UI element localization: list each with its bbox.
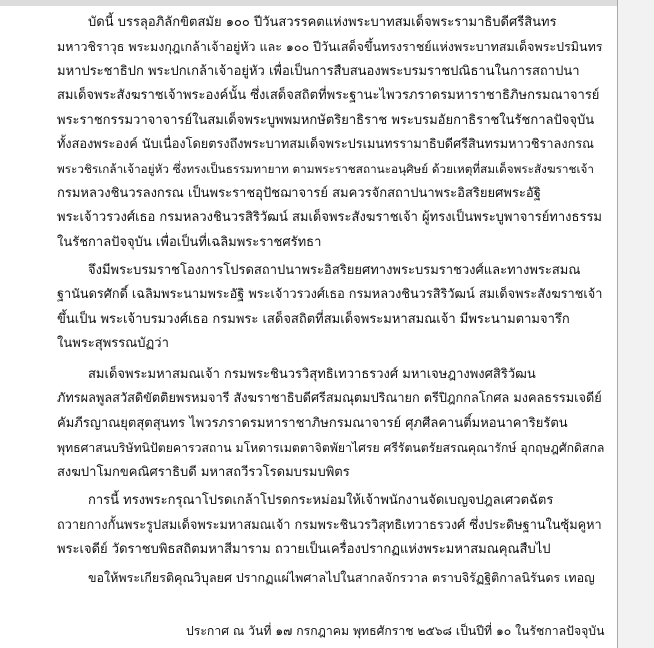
paragraph-4-line: ถวายกางกั้นพระรูปสมเด็จพระมหาสมณเจ้า กรมพระชินวรวิสุทธิเทวาธรวงศ์ ซึ่งประดิษฐานในซุ้มคูหา <box>57 518 602 533</box>
paragraph-3-line: พุทธศาสนบริษัทนิปัตยคารวสถาน มโหดารเมตตาจิตพัยาไศรย ศรีรัตนตรัยสรณคุณารักษ์ อุกฤษฎศักดิสกล <box>57 441 605 455</box>
paragraph-3-line: สมเด็จพระมหาสมณเจ้า กรมพระชินวรวิสุทธิเทวาธรวงศ์ มหาเจษฎางพงศสิริวัฒน <box>88 367 536 382</box>
paragraph-1-line: มหาประชาธิปก พระปกเกล้าเจ้าอยู่หัว เพื่อเป็นการสืบสนองพระบรมราชปณิธานในการสถาปนา <box>57 64 580 79</box>
paragraph-3-line: ภัทรผลพูลสวัสดิขัตติยพรหมจารี สังฆราชาธิบดีศรีสมณุตมปริณายก ตรีปิฎกกลโกศล มงคลธรรมเจดีย์ <box>57 391 602 406</box>
paragraph-1-line: มหาวชิราวุธ พระมงกุฎเกล้าเจ้าอยู่หัว และ ๑๐๐ ปีวันเสด็จขึ้นทรงราชย์แห่งพระบาทสมเด็จพระปรมินทร <box>57 39 603 54</box>
paragraph-2-line: ฐานันดรศักดิ์ เฉลิมพระนามพระอัฐิ พระเจ้าวรวงศ์เธอ กรมหลวงชินวรสิริวัฒน์ สมเด็จพระสังฆราชเจ้า <box>57 287 603 302</box>
paragraph-1-line: กรมหลวงชินวรลงกรณ เป็นพระราชอุปัชฌาจารย์ สมควรจักสถาปนาพระอิสริยยศพระอัฐิ <box>57 186 541 201</box>
paragraph-1-line: พระวชิรเกล้าเจ้าอยู่หัว ซึ่งทรงเป็นธรรมทายาท ตามพระราชสถานะอนุศิษย์ ด้วยเหตุที่สมเด็จพระสังฆราชเจ้า <box>57 162 595 176</box>
paragraph-1-line: สมเด็จพระสังฆราชเจ้าพระองค์นั้น ซึ่งเสด็จสถิตที่พระฐานะไพวรภราดรมหาราชาธิภิษกรมณาจารย์ <box>57 88 600 103</box>
proclamation-date: ประกาศ ณ วันที่ ๑๗ กรกฎาคม พุทธศักราช ๒๕๖๘ เป็นปีที่ ๑๐ ในรัชกาลปัจจุบัน <box>186 624 605 638</box>
paragraph-2-line: ขึ้นเป็น พระเจ้าบรมวงศ์เธอ กรมพระ เสด็จสถิตที่สมเด็จพระมหาสมณเจ้า มีพระนามตามจารึก <box>57 312 570 327</box>
paragraph-2-line: จึงมีพระบรมราชโองการโปรดสถาปนาพระอิสริยยศทางพระบรมราชวงศ์และทางพระสมณ <box>88 263 581 278</box>
paragraph-2-line: ในพระสุพรรณบัฏว่า <box>57 336 169 351</box>
paragraph-4-line: การนี้ ทรงพระกรุณาโปรดเกล้าโปรดกระหม่อมให้เจ้าพนักงานจัดเบญจปฎลเศวตฉัตร <box>88 493 554 508</box>
viewer-scrollbar-track[interactable] <box>618 0 654 648</box>
paragraph-3-line: คัมภีรญาณยุตสุตสุนทร ไพวรภราดรมหาราชาภิษกรมณาจารย์ ศุภศีลคานติ์มหอนาคาริยรัตน <box>57 416 568 431</box>
paragraph-1-line: บัดนี้ บรรลุอภิลักขิตสมัย ๑๐๐ ปีวันสวรรคตแห่งพระบาทสมเด็จพระรามาธิบดีศรีสินทร <box>88 15 557 30</box>
paragraph-3-line: สงฆปาโมกขคณิศราธิบดี มหาสถวีรวโรดมบรมบพิตร <box>57 465 350 480</box>
paragraph-1-line: พระราชกรรมวาจาจารย์ในสมเด็จพระบูพพมหกษัตริยาธิราช พระบรมอัยกาธิราชในรัชกาลปัจจุบัน <box>57 113 595 128</box>
paragraph-5-line: ขอให้พระเกียรติคุณวิบุลยศ ปรากฏแผ่ไพศาลไปในสากลจักรวาล ตราบจิรัฏฐิติกาลนิรันดร เทอญ <box>88 570 595 585</box>
paragraph-1-line: พระเจ้าวรวงศ์เธอ กรมหลวงชินวรสิริวัฒน์ สมเด็จพระสังฆราชเจ้า ผู้ทรงเป็นพระบูพาจารย์ทางธรรม <box>57 210 602 225</box>
viewer-top-edge <box>0 0 654 6</box>
paragraph-1-line: ในรัชกาลปัจจุบัน เพื่อเป็นที่เฉลิมพระราชศรัทธา <box>57 235 322 250</box>
paragraph-1-line: ทั้งสองพระองค์ นับเนื่องโดยตรงถึงพระบาทสมเด็จพระปรเมนทรรามาธิบดีศรีสินทรมหาวชิราลงกรณ <box>57 137 594 152</box>
paragraph-4-line: พระเจดีย์ วัดราชบพิธสถิตมหาสีมาราม ถวายเป็นเครื่องปรากฏแห่งพระมหาสมณคุณสืบไป <box>57 542 551 557</box>
